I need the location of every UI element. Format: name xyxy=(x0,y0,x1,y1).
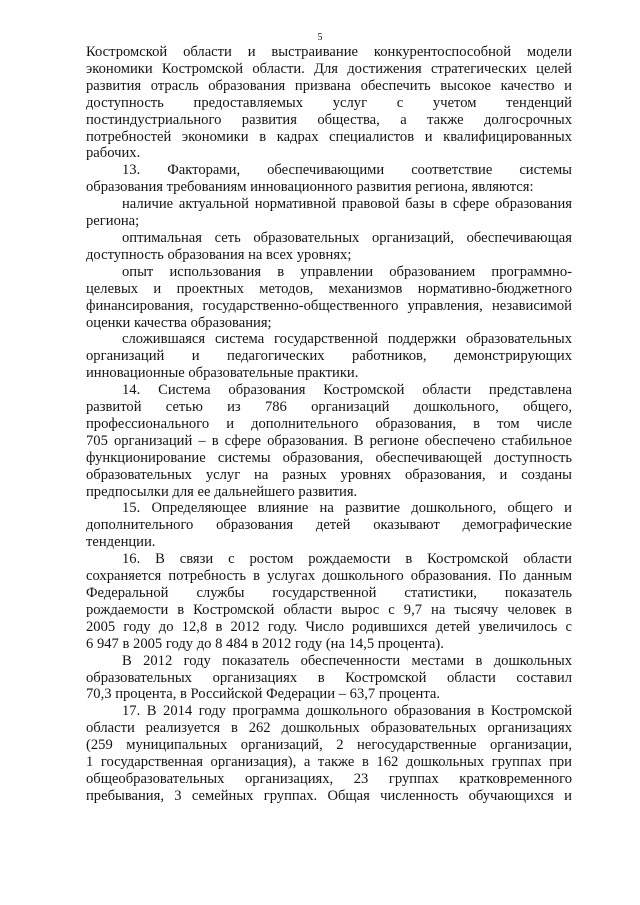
paragraph-line: финансирования, государственно-общественного управления, независимой xyxy=(86,297,572,314)
paragraph-line: профессионального и дополнительного образования, в том числе xyxy=(86,415,572,432)
paragraph-line: 6 947 в 2005 году до 8 484 в 2012 году (на 14,5 процента). xyxy=(86,635,444,652)
paragraph-line: В 2012 году показатель обеспеченности местами в дошкольных xyxy=(122,652,572,669)
paragraph-line: 15. Определяющее влияние на развитие дошкольного, общего и xyxy=(122,500,572,517)
paragraph-line: Федеральной службы государственной статистики, показатель xyxy=(86,585,572,601)
paragraph-line: функционирование системы образования, обеспечивающей доступность xyxy=(86,449,572,466)
paragraph-line: сохраняется потребность в услугах дошкольного образования. По данным xyxy=(86,568,572,585)
paragraph-line: организаций и педагогических работников, демонстрирующих xyxy=(86,348,572,365)
paragraph-line: образования требованиям инновационного развития региона, являются: xyxy=(86,179,534,196)
paragraph-line: доступность предоставляемых услуг с учетом тенденций xyxy=(86,94,572,111)
paragraph-line: 2005 году до 12,8 в 2012 году. Число родившихся детей увеличилось с xyxy=(86,618,572,635)
page-number: 5 xyxy=(317,32,323,43)
paragraph-line: инновационные образовательные практики. xyxy=(86,365,359,382)
paragraph-line: оценки качества образования; xyxy=(86,314,272,331)
paragraph-line: образовательных услуг на разных уровнях образования, и созданы xyxy=(86,466,572,483)
paragraph-line: предпосылки для ее дальнейшего развития. xyxy=(86,483,358,500)
paragraph-line: опыт использования в управлении образованием программно- xyxy=(122,263,572,280)
paragraph-line: тенденции. xyxy=(86,534,156,551)
paragraph-line: общеобразовательных организациях, 23 группах кратковременного xyxy=(86,770,572,787)
paragraph-line: пребывания, 3 семейных группах. Общая численность обучающихся и xyxy=(86,787,572,804)
paragraph-line: 70,3 процента, в Российской Федерации – 63,7 процента. xyxy=(86,686,441,703)
paragraph-line: потребностей экономики в кадрах специалистов и квалифицированных xyxy=(86,128,572,145)
paragraph-line: наличие актуальной нормативной правовой базы в сфере образования xyxy=(122,196,572,213)
paragraph-line: Костромской области и выстраивание конкурентоспособной модели xyxy=(86,44,572,60)
paragraph-line: 705 организаций – в сфере образования. В регионе обеспечено стабильное xyxy=(86,432,572,449)
paragraph-line: 17. В 2014 году программа дошкольного образования в Костромской xyxy=(122,703,572,720)
paragraph-line: (259 муниципальных организаций, 2 негосударственные организации, xyxy=(86,737,572,754)
paragraph-line: 1 государственная организация), а также в 162 дошкольных группах при xyxy=(86,754,572,771)
paragraph-line: рождаемости в Костромской области вырос с 9,7 на тысячу человек в xyxy=(86,601,572,618)
paragraph-line: доступность образования на всех уровнях; xyxy=(86,246,352,263)
paragraph-line: оптимальная сеть образовательных организаций, обеспечивающая xyxy=(122,229,572,246)
paragraph-line: 16. В связи с ростом рождаемости в Костромской области xyxy=(122,551,572,568)
paragraph-line: 13. Факторами, обеспечивающими соответствие системы xyxy=(122,162,572,179)
paragraph-line: постиндустриального развития общества, а также долгосрочных xyxy=(86,111,572,128)
paragraph-line: экономики Костромской области. Для достижения стратегических целей xyxy=(86,60,572,77)
paragraph-line: целевых и проектных методов, механизмов нормативно-бюджетного xyxy=(86,280,572,297)
document-body xyxy=(86,44,572,805)
paragraph-line: области реализуется в 262 дошкольных образовательных организациях xyxy=(86,720,572,737)
paragraph-line: региона; xyxy=(86,213,140,230)
paragraph-line: образовательных организациях в Костромской области составил xyxy=(86,669,572,686)
paragraph-line: 14. Система образования Костромской области представлена xyxy=(122,382,572,399)
paragraph-line: развитой сетью из 786 организаций дошкольного, общего, xyxy=(86,399,572,416)
paragraph-line: сложившаяся система государственной поддержки образовательных xyxy=(122,331,572,348)
paragraph-line: развития отрасль образования призвана обеспечить высокое качество и xyxy=(86,77,572,94)
paragraph-line: дополнительного образования детей оказывают демографические xyxy=(86,517,572,534)
paragraph-line: рабочих. xyxy=(86,145,141,162)
